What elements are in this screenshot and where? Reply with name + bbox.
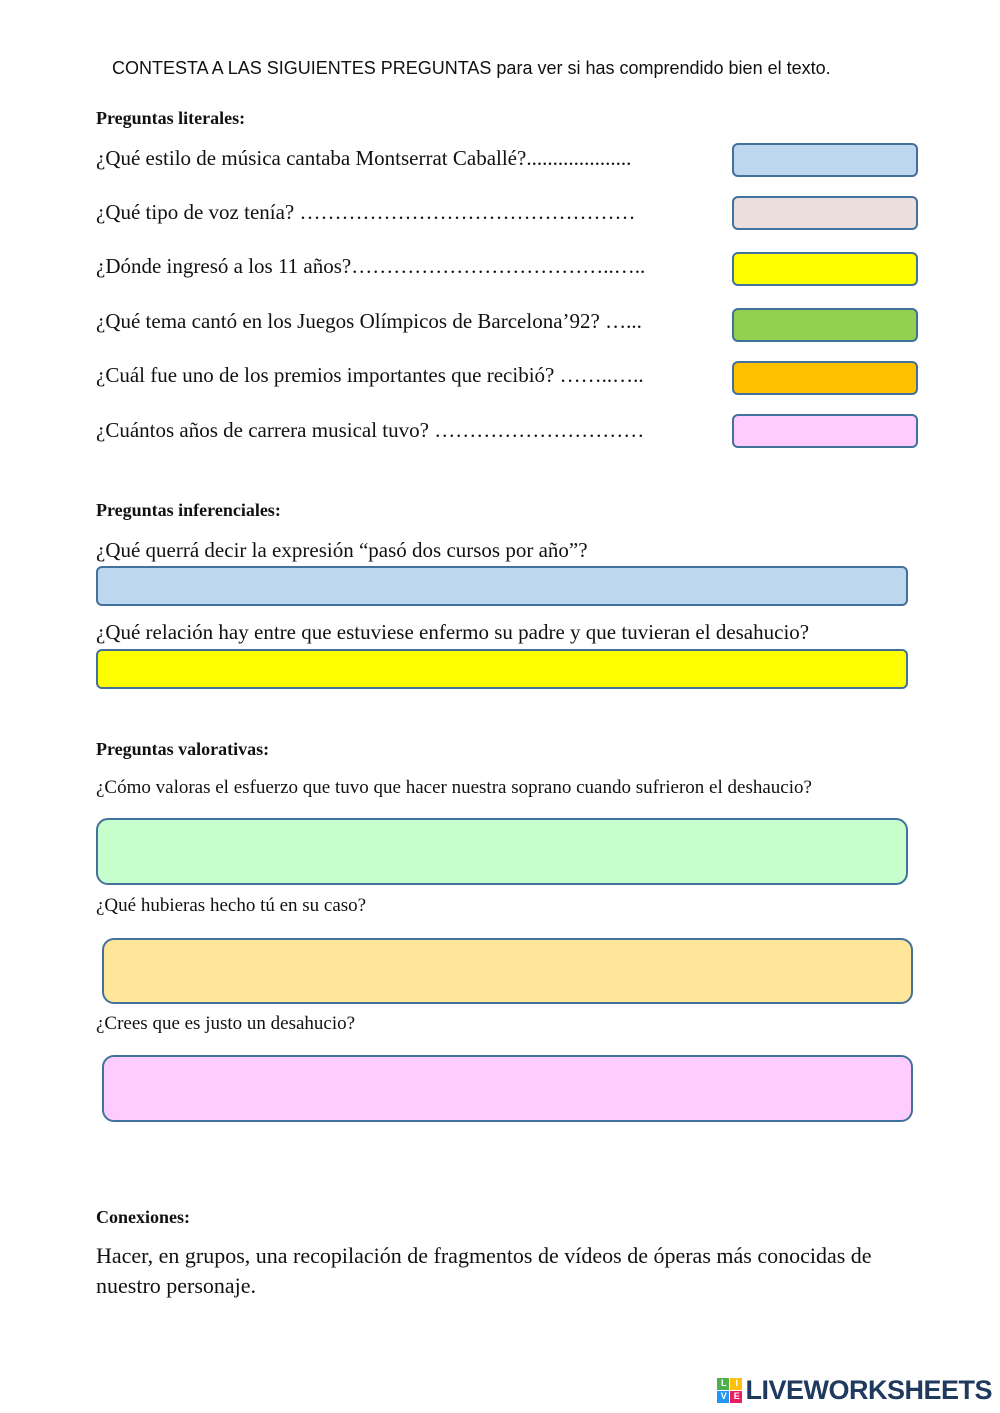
evaluative-answer-box-1[interactable] [96,818,908,885]
conexiones-text: Hacer, en grupos, una recopilación de fragmentos de vídeos de óperas más conocidas de nuestro personaje. [96,1243,872,1298]
evaluative-question-3: ¿Crees que es justo un desahucio? [96,1013,356,1034]
section-title-inferenciales: Preguntas inferenciales: [96,500,281,520]
literal-question-4: ¿Qué tema cantó en los Juegos Olímpicos de Barcelona’92? …... [96,309,642,333]
literal-answer-box-2[interactable] [732,196,918,230]
liveworksheets-logo-text: LIVEWORKSHEETS [745,1374,992,1405]
literal-answer-box-6[interactable] [732,414,918,448]
inferential-answer-box-1[interactable] [96,566,908,606]
section-title-valorativas: Preguntas valorativas: [96,739,270,759]
literal-answer-box-1[interactable] [732,143,918,177]
liveworksheets-logo [717,1375,992,1405]
section-title-literales: Preguntas literales: [96,108,246,128]
literal-answer-box-3[interactable] [732,252,918,286]
badge-letter-v: V [717,1391,729,1403]
section-title-conexiones: Conexiones: [96,1207,190,1227]
badge-letter-i: I [730,1378,742,1390]
evaluative-question-1: ¿Cómo valoras el esfuerzo que tuvo que hacer nuestra soprano cuando sufrieron el deshaucio? [96,777,812,798]
literal-question-3: ¿Dónde ingresó a los 11 años?………………………………..….. [96,254,646,278]
evaluative-question-2: ¿Qué hubieras hecho tú en su caso? [96,895,367,916]
badge-letter-l: L [717,1378,729,1390]
badge-letter-e: E [730,1391,742,1403]
instructions-header: CONTESTA A LAS SIGUIENTES PREGUNTAS para ver si has comprendido bien el texto. [112,58,831,78]
liveworksheets-badge-icon [717,1378,742,1403]
inferential-question-2: ¿Qué relación hay entre que estuviese enfermo su padre y que tuvieran el desahucio? [96,620,810,644]
inferential-question-1: ¿Qué querrá decir la expresión “pasó dos cursos por año”? [96,538,588,562]
literal-question-1: ¿Qué estilo de música cantaba Montserrat Caballé?.................... [96,146,632,170]
literal-question-2: ¿Qué tipo de voz tenía? ………………………………………… [96,200,636,224]
evaluative-answer-box-2[interactable] [102,938,913,1004]
evaluative-answer-box-3[interactable] [102,1055,913,1122]
literal-answer-box-5[interactable] [732,361,918,395]
literal-question-6: ¿Cuántos años de carrera musical tuvo? ………………………… [96,418,645,442]
literal-answer-box-4[interactable] [732,308,918,342]
literal-question-5: ¿Cuál fue uno de los premios importantes que recibió? ……..….. [96,363,644,387]
inferential-answer-box-2[interactable] [96,649,908,689]
